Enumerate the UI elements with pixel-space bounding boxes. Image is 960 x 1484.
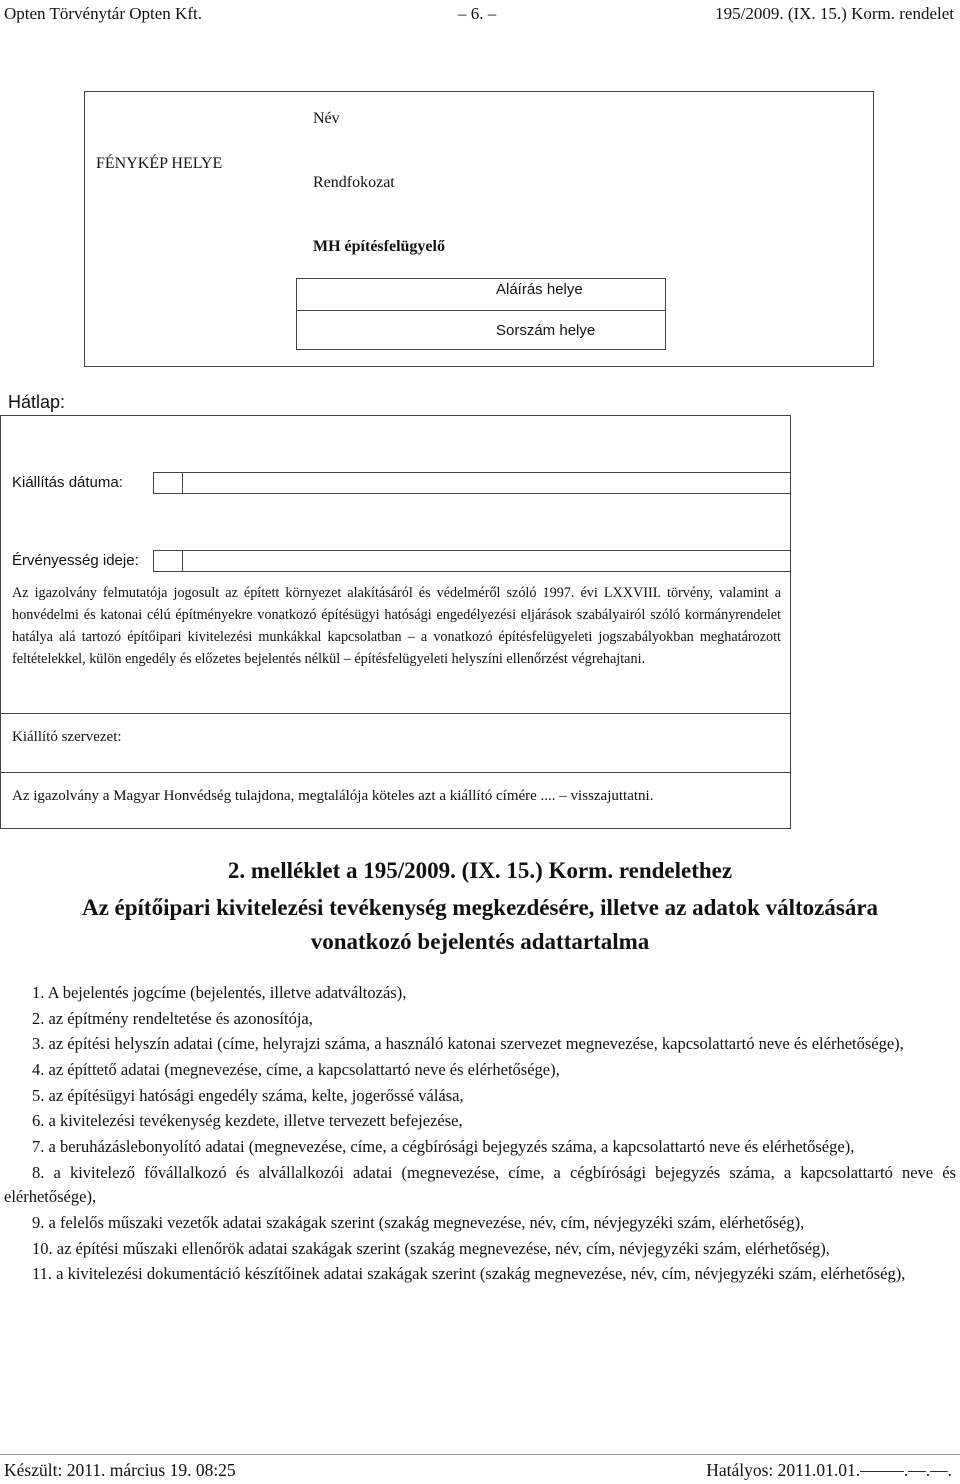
issue-date-label: Kiállítás dátuma:: [12, 474, 123, 491]
header-page-number: – 6. –: [458, 4, 497, 23]
back-side-title: Hátlap:: [8, 392, 66, 412]
list-item: 1. A bejelentés jogcíme (bejelentés, illetve adatváltozás),: [32, 983, 407, 1002]
list-item: 11. a kivitelezési dokumentáció készítőinek adatai szakágak szerint (szakág megnevezése, név, cím, névjegyzéki szám, elérhetőség),: [32, 1264, 906, 1284]
serial-number-label: Sorszám helye: [496, 322, 596, 339]
footer-created: Készült: 2011. március 19. 08:25: [4, 1460, 236, 1480]
photo-placeholder-label: FÉNYKÉP HELYE: [96, 155, 223, 172]
annex-subtitle-line-2: vonatkozó bejelentés adattartalma: [310, 929, 650, 954]
list-item: 5. az építésügyi hatósági engedély száma, kelte, jogerőssé válása,: [32, 1085, 464, 1105]
footer-rule: [0, 1454, 960, 1455]
list-item: 2. az építmény rendeltetése és azonosítója,: [32, 1008, 313, 1028]
return-notice: Az igazolvány a Magyar Honvédség tulajdona, megtalálója köteles azt a kiállító címére .... – visszajuttatni.: [12, 788, 654, 804]
annex-subtitle-line-1: Az építőipari kivitelezési tevékenység megkezdésére, illetve az adatok változására: [81, 895, 879, 920]
list-item: 7. a beruházáslebonyolító adatai (megnevezése, címe, a cégbírósági bejegyzés száma, a kapcsolattartó neve és elérhetősége),: [32, 1137, 855, 1157]
issue-date-field-2: [182, 472, 791, 494]
header-source: Opten Törvénytár Opten Kft.: [4, 4, 202, 23]
back-side-divider-2: [0, 772, 791, 773]
role-label: MH építésfelügyelő: [313, 238, 445, 255]
list-item: 6. a kivitelezési tevékenység kezdete, illetve tervezett befejezése,: [32, 1111, 463, 1131]
name-label: Név: [313, 110, 340, 127]
header-regulation: 195/2009. (IX. 15.) Korm. rendelet: [715, 4, 954, 23]
signature-label: Aláírás helye: [496, 281, 583, 298]
validity-label: Érvényesség ideje:: [12, 552, 139, 569]
list-item: 10. az építési műszaki ellenőrök adatai szakágak szerint (szakág megnevezése, név, cím, névjegyzéki szám, elérhetőség),: [32, 1238, 830, 1258]
rank-label: Rendfokozat: [313, 174, 395, 191]
list-item: 8. a kivitelező fővállalkozó és alvállalkozói adatai (megnevezése, címe, a cégbírósági bejegyzés száma, a kapcsolattartó neve és elérhetősége),: [4, 1162, 956, 1207]
issue-date-field-1: [153, 472, 183, 494]
id-card-inner-box: [296, 278, 666, 350]
authorization-text: Az igazolvány felmutatója jogosult az épített környezet alakításáról és védelméről szóló 1997. évi LXXVIII. törvény, valamint a honvédelmi és katonai célú építményekre vonatkozó építésügyi hatósági engedélyezési eljárások szabályairól szóló kormányrendelet hatálya alá tartozó építőipari kivitelezési munkákkal kapcsolatban – a vonatkozó építésfelügyeleti jogszabályokban meghatározott feltételekkel, külön engedély és előzetes bejelentés nélkül – építésfelügyeleti helyszíni ellenőrzést végrehajtani.: [12, 585, 781, 667]
back-side-divider-1: [0, 713, 791, 714]
inner-box-divider: [296, 310, 666, 311]
list-item: 9. a felelős műszaki vezetők adatai szakágak szerint (szakág megnevezése, név, cím, névjegyzéki szám, elérhetőség),: [32, 1213, 805, 1232]
annex-title: 2. melléklet a 195/2009. (IX. 15.) Korm. rendelethez: [227, 858, 733, 883]
validity-field-2: [182, 550, 791, 572]
annex-item-list: [4, 981, 956, 1288]
footer-effective: Hatályos: 2011.01.01.–––––.––.––.: [706, 1460, 952, 1480]
validity-field-1: [153, 550, 183, 572]
list-item: 4. az építtető adatai (megnevezése, címe, a kapcsolattartó neve és elérhetősége),: [32, 1060, 560, 1080]
issuer-label: Kiállító szervezet:: [12, 729, 122, 745]
list-item: 3. az építési helyszín adatai (címe, helyrajzi száma, a használó katonai szervezet megnevezése, kapcsolattartó neve és elérhetősége),: [32, 1034, 904, 1054]
